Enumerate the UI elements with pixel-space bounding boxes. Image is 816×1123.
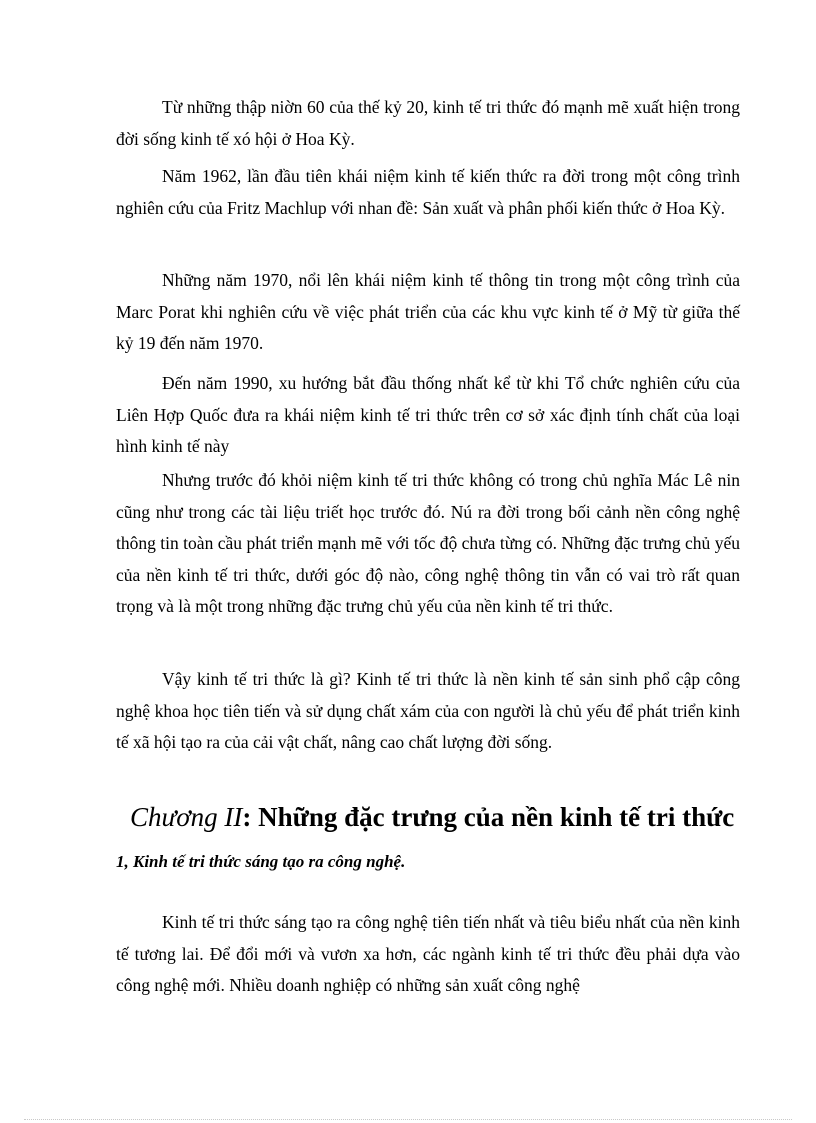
section-heading: 1, Kinh tế tri thức sáng tạo ra công nghệ. xyxy=(116,852,406,871)
paragraph-history: Nhưng trước đó khỏi niệm kinh tế tri thức không có trong chủ nghĩa Mác Lê nin cũng như trong các tài liệu triết học trước đó. Nú ra đời trong bối cảnh nền công nghệ thông tin toàn cầu phát triển mạnh mẽ với tốc độ chưa từng có. Những đặc trưng chủ yếu của nền kinh tế tri thức, dưới góc độ nào, công nghệ thông tin vẫn có vai trò rất quan trọng và là một trong những đặc trưng chủ yếu của nền kinh tế tri thức. xyxy=(116,470,740,616)
paragraph-1962: Năm 1962, lần đầu tiên khái niệm kinh tế kiến thức ra đời trong một công trình nghiên cứu của Fritz Machlup với nhan đề: Sản xuất và phân phối kiến thức ở Hoa Kỳ. xyxy=(116,166,740,218)
paragraph-1970: Những năm 1970, nổi lên khái niệm kinh tế thông tin trong một công trình của Marc Porat khi nghiên cứu về việc phát triển của các khu vực kinh tế ở Mỹ từ giữa thế kỷ 19 đến năm 1970. xyxy=(116,270,740,353)
page-bottom-divider xyxy=(24,1119,792,1120)
chapter-title-text: : Những đặc trưng của nền kinh tế tri thức xyxy=(242,802,735,832)
chapter-title xyxy=(130,802,734,833)
paragraph-intro: Từ những thập niờn 60 của thế kỷ 20, kinh tế tri thức đó mạnh mẽ xuất hiện trong đời sống kinh tế xó hội ở Hoa Kỳ. xyxy=(116,97,740,149)
paragraph-section-1: Kinh tế tri thức sáng tạo ra công nghệ tiên tiến nhất và tiêu biểu nhất của nền kinh tế tương lai. Để đổi mới và vươn xa hơn, các ngành kinh tế tri thức đều phải dựa vào công nghệ mới. Nhiều doanh nghiệp có những sản xuất công nghệ xyxy=(116,912,740,995)
chapter-label: Chương II xyxy=(130,802,243,832)
paragraph-definition: Vậy kinh tế tri thức là gì? Kinh tế tri thức là nền kinh tế sản sinh phổ cập công nghệ khoa học tiên tiến và sử dụng chất xám của con người là chủ yếu để phát triển kinh tế xã hội tạo ra của cải vật chất, nâng cao chất lượng đời sống. xyxy=(116,669,740,752)
paragraph-1990: Đến năm 1990, xu hướng bắt đầu thống nhất kể từ khi Tổ chức nghiên cứu của Liên Hợp Quốc đưa ra khái niệm kinh tế tri thức trên cơ sở xác định tính chất của loại hình kinh tế này xyxy=(116,373,740,456)
